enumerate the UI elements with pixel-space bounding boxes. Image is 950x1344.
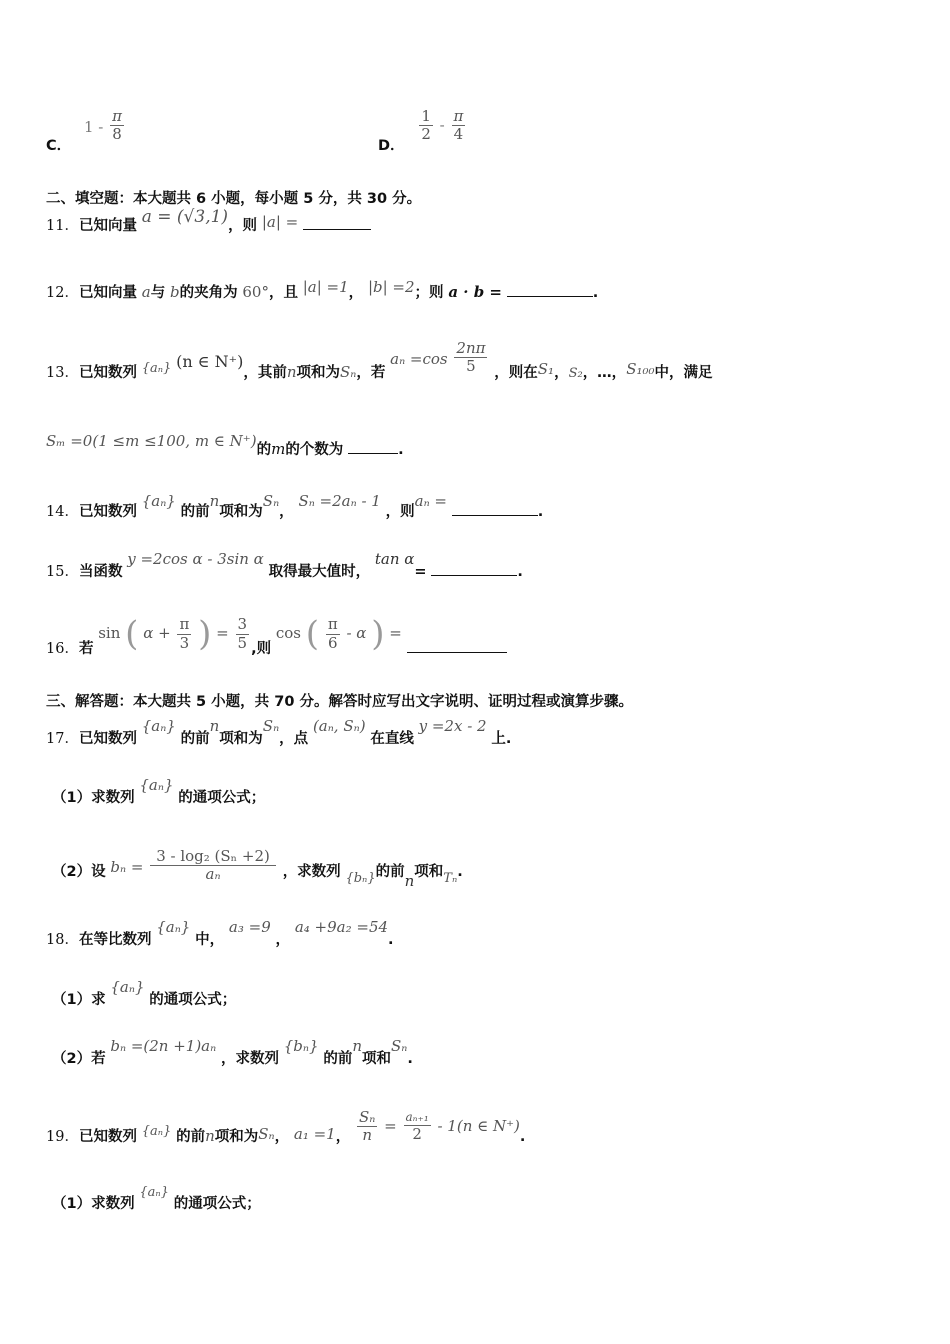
- q19-Sn: Sₙ: [258, 1124, 275, 1143]
- q18-p2-text2: 的前: [323, 1051, 353, 1067]
- q11-math1: a = (√3,1): [141, 207, 229, 227]
- q16-sin: sin: [98, 624, 121, 642]
- q19-m1: {aₙ}: [141, 1123, 172, 1139]
- option-d-num1: 1: [421, 107, 431, 125]
- q12-m3: a · b =: [448, 283, 502, 301]
- q19-c2: ，: [335, 1128, 351, 1145]
- question-12: [46, 278, 599, 302]
- q14-m3: aₙ =: [414, 492, 447, 510]
- q17-Sn: Sₙ: [262, 717, 280, 735]
- q18-c1: ，: [275, 932, 291, 948]
- q13-line2-text2: 的个数为: [285, 442, 344, 458]
- option-c-num: π: [112, 107, 122, 125]
- q17-part2: [52, 830, 463, 890]
- q16-pi-over-6: [326, 616, 340, 652]
- q11-text2: ，则: [228, 218, 258, 234]
- q19-c1: ，: [274, 1128, 290, 1145]
- q19-tail: - 1(n ∈ N⁺): [437, 1116, 520, 1135]
- q17-number: 17．: [46, 731, 79, 747]
- q18-p2-label: （2）若: [52, 1051, 106, 1067]
- q16-minus-alpha: - α: [346, 624, 367, 642]
- q19-text1: 已知数列: [78, 1128, 137, 1145]
- q13-text1: 已知数列: [78, 364, 137, 381]
- q12-text3: 的夹角为: [179, 285, 238, 301]
- q17-text3: 项和为: [219, 731, 263, 747]
- q12-b: b: [169, 283, 180, 301]
- q19-f2-num: aₙ₊₁: [405, 1109, 429, 1124]
- q13-c1: ，: [554, 364, 569, 381]
- question-18: [46, 916, 394, 948]
- q16-frac-num: 3: [237, 615, 248, 634]
- q12-angle: 60°: [242, 283, 269, 301]
- question-13-line2: [46, 430, 404, 458]
- question-15: [46, 548, 523, 580]
- q19-n: n: [205, 1126, 215, 1145]
- q12-text5: ，: [348, 285, 364, 301]
- q19-text3: 项和为: [214, 1128, 259, 1145]
- q16-alpha-plus: α +: [143, 624, 171, 642]
- question-17: [46, 715, 512, 747]
- q12-text6: ；则: [414, 285, 444, 301]
- q15-m1: y =2cos α - 3sin α: [127, 550, 264, 568]
- q14-text4: ，则: [385, 504, 415, 520]
- q19-p1-text: 的通项公式；: [173, 1196, 261, 1212]
- q17-p2-text3: 项和: [414, 863, 444, 880]
- option-c: [46, 107, 126, 154]
- q12-number: 12．: [46, 285, 79, 301]
- q16-three: 3: [179, 633, 190, 652]
- q19-eq: =: [384, 1116, 397, 1135]
- q18-end: .: [388, 932, 394, 948]
- option-c-fraction: [110, 108, 124, 144]
- q18-m1: {aₙ}: [156, 918, 191, 936]
- q17-line: y =2x - 2: [418, 717, 487, 735]
- q19-p1-math: {aₙ}: [139, 1185, 169, 1200]
- q17-p2-text1: ，求数列: [282, 863, 341, 880]
- q16-eq: =: [216, 624, 229, 642]
- q15-text1: 当函数: [78, 564, 123, 580]
- q15-end: .: [517, 564, 523, 580]
- q17-n: n: [209, 717, 220, 735]
- q14-end: .: [537, 504, 544, 520]
- q13-frac-den: 5: [466, 357, 476, 376]
- q17-part1: [52, 774, 266, 806]
- q13-n: n: [286, 362, 297, 381]
- q17-p2-text2: 的前: [375, 863, 405, 880]
- option-d-fraction-2: [452, 108, 466, 144]
- q18-p2-n: n: [352, 1037, 362, 1055]
- q17-point: (aₙ, Sₙ): [312, 717, 366, 735]
- q13-end: .: [398, 442, 404, 458]
- q17-p2-num: 3 - log₂ (Sₙ +2): [150, 848, 276, 866]
- q13-text4: ，若: [356, 364, 386, 381]
- q13-text5: ，则在: [494, 364, 538, 381]
- q16-open-paren-1: (: [125, 614, 139, 654]
- q18-m2: a₃ =9: [228, 918, 271, 936]
- q12-a: a: [141, 283, 151, 301]
- q18-p2-end: .: [407, 1051, 413, 1067]
- q16-number: 16．: [46, 641, 79, 657]
- question-11: [46, 207, 371, 235]
- q14-c1: ，: [279, 504, 294, 520]
- q11-number: 11．: [46, 218, 79, 234]
- q13-frac-num: 2nπ: [456, 339, 486, 357]
- q14-m1: {aₙ}: [141, 492, 176, 510]
- q16-cos: cos: [275, 624, 301, 642]
- q17-p2-den: aₙ: [205, 865, 221, 884]
- q17-p2-T: Tₙ: [443, 870, 458, 886]
- q18-text1: 在等比数列: [78, 932, 152, 948]
- q18-text2: 中，: [195, 932, 225, 948]
- q14-number: 14．: [46, 504, 79, 520]
- q18-p2-text1: ，求数列: [220, 1051, 279, 1067]
- q19-number: 19．: [46, 1128, 79, 1145]
- q18-m3: a₄ +9a₂ =54: [294, 918, 389, 936]
- q18-part1: [52, 976, 237, 1008]
- q19-f2-den: 2: [412, 1124, 422, 1143]
- question-13: [46, 330, 713, 381]
- q12-text1: 已知向量: [78, 285, 137, 301]
- q14-text3: 项和为: [219, 504, 263, 520]
- q17-text1: 已知数列: [78, 731, 137, 747]
- q13-c2: ，…，: [582, 364, 627, 381]
- q13-m3: aₙ =cos: [390, 349, 448, 368]
- q13-text6: 中，满足: [654, 364, 713, 381]
- q15-text2: 取得最大值时，: [268, 564, 371, 580]
- q17-text4: ，点: [279, 731, 309, 747]
- q11-answer-blank[interactable]: [303, 228, 371, 230]
- q13-s2: S₂: [568, 365, 583, 381]
- q19-f1-den: n: [362, 1126, 373, 1145]
- q16-six: 6: [327, 633, 338, 652]
- section2-heading: 二、填空题：本大题共 6 小题，每小题 5 分，共 30 分。: [46, 191, 422, 207]
- q12-text4: ，且: [268, 285, 298, 301]
- q13-m1: {aₙ}: [141, 360, 172, 376]
- q13-m: m: [271, 440, 286, 458]
- q14-n: n: [209, 492, 220, 510]
- option-c-den: 8: [112, 125, 122, 144]
- q18-p1-label: （1）求: [52, 992, 106, 1008]
- q19-text2: 的前: [176, 1128, 206, 1145]
- q19-end: .: [519, 1128, 526, 1145]
- q15-m2: tan α: [374, 550, 415, 568]
- q15-eq: =: [414, 564, 427, 580]
- q13-s1: S₁: [537, 359, 555, 378]
- section3-heading: 三、解答题：本大题共 5 小题，共 70 分。解答时应写出文字说明、证明过程或演算步骤。: [46, 694, 633, 710]
- q17-p2-b: bₙ =: [110, 857, 144, 876]
- q16-open-paren-2: (: [305, 614, 320, 654]
- q16-frac-den: 5: [237, 633, 248, 652]
- option-d-den2: 4: [453, 125, 464, 144]
- q16-answer-blank[interactable]: [407, 651, 507, 653]
- q14-answer-blank[interactable]: [452, 514, 538, 516]
- q17-p2-m: {bₙ}: [345, 870, 376, 886]
- q17-p2-fraction: [150, 848, 276, 884]
- q12-answer-blank[interactable]: [507, 295, 593, 297]
- q16-pi-over-3: [177, 616, 191, 652]
- q18-part2: [52, 1035, 413, 1067]
- option-c-label: C．: [46, 137, 72, 154]
- q18-p2-text3: 项和: [362, 1051, 391, 1067]
- q13-fraction: [454, 340, 487, 376]
- q19-p1-label: （1）求数列: [52, 1196, 135, 1212]
- q13-line2-math: Sₘ =0(1 ≤m ≤100, m ∈ N⁺): [46, 432, 257, 450]
- q17-m1: {aₙ}: [141, 717, 176, 735]
- q13-number: 13．: [46, 364, 79, 381]
- q17-p1-math: {aₙ}: [139, 776, 174, 794]
- q14-text2: 的前: [180, 504, 210, 520]
- q18-p1-math: {aₙ}: [110, 978, 145, 996]
- q17-text5: 在直线: [370, 731, 414, 747]
- q16-eq2: =: [389, 624, 402, 642]
- q19-m2: a₁ =1: [293, 1124, 336, 1143]
- option-c-expr: 1 -: [83, 117, 104, 136]
- q16-close-paren-1: ): [198, 614, 212, 654]
- q18-p1-text: 的通项公式；: [149, 992, 237, 1008]
- option-d-num2: π: [453, 107, 464, 125]
- q19-f1-num: Sₙ: [359, 1108, 376, 1126]
- q12-m1: |a| =1: [302, 278, 349, 296]
- q17-p2-end: .: [457, 863, 463, 880]
- option-d-label: D．: [378, 137, 405, 154]
- q12-text2: 与: [150, 285, 166, 301]
- q17-p2-n: n: [404, 871, 415, 890]
- q13-m2: (n ∈ N⁺): [176, 351, 244, 371]
- q14-m2: Sₙ =2aₙ - 1: [298, 492, 381, 510]
- q13-text3: 项和为: [296, 364, 340, 381]
- question-14: [46, 490, 544, 520]
- q18-p2-S: Sₙ: [391, 1037, 408, 1055]
- q18-p2-m1: bₙ =(2n +1)aₙ: [110, 1037, 217, 1055]
- q17-p1-text: 的通项公式；: [178, 790, 266, 806]
- q13-s100: S₁₀₀: [626, 359, 655, 378]
- q13-line2-text1: 的: [256, 442, 272, 458]
- q11-math2: |a| =: [261, 213, 299, 231]
- q15-answer-blank[interactable]: [431, 574, 517, 576]
- q14-Sn: Sₙ: [262, 492, 280, 510]
- option-d-fraction-1: [419, 108, 433, 144]
- q19-fraction-1: [357, 1109, 377, 1145]
- q18-number: 18．: [46, 932, 79, 948]
- q12-m2: |b| =2: [367, 278, 415, 296]
- q12-end: .: [592, 285, 599, 301]
- q11-text1: 已知向量: [78, 218, 137, 234]
- q17-p1-label: （1）求数列: [52, 790, 135, 806]
- question-19: [46, 1095, 526, 1145]
- q16-text1: 若: [78, 641, 94, 657]
- q15-number: 15．: [46, 564, 79, 580]
- q14-text1: 已知数列: [78, 504, 137, 520]
- q13-answer-blank[interactable]: [348, 452, 398, 454]
- q16-pi2: π: [327, 615, 338, 634]
- q16-three-fifths: [236, 616, 250, 652]
- q16-close-paren-2: ): [371, 614, 385, 654]
- q18-p2-m2: {bₙ}: [283, 1037, 319, 1055]
- option-d-den1: 2: [421, 125, 431, 144]
- q16-text2: ,则: [251, 641, 272, 657]
- q13-Sn: Sₙ: [340, 362, 357, 381]
- option-d-minus: -: [439, 115, 445, 134]
- q17-text6: 上.: [491, 731, 512, 747]
- q17-p2-label: （2）设: [52, 863, 106, 880]
- q13-text2: ，其前: [243, 364, 287, 381]
- q17-text2: 的前: [180, 731, 210, 747]
- question-16: [46, 604, 507, 657]
- option-d: [378, 107, 467, 154]
- q19-part1: [52, 1180, 261, 1212]
- q19-fraction-2: [404, 1111, 431, 1143]
- q16-pi: π: [179, 615, 190, 634]
